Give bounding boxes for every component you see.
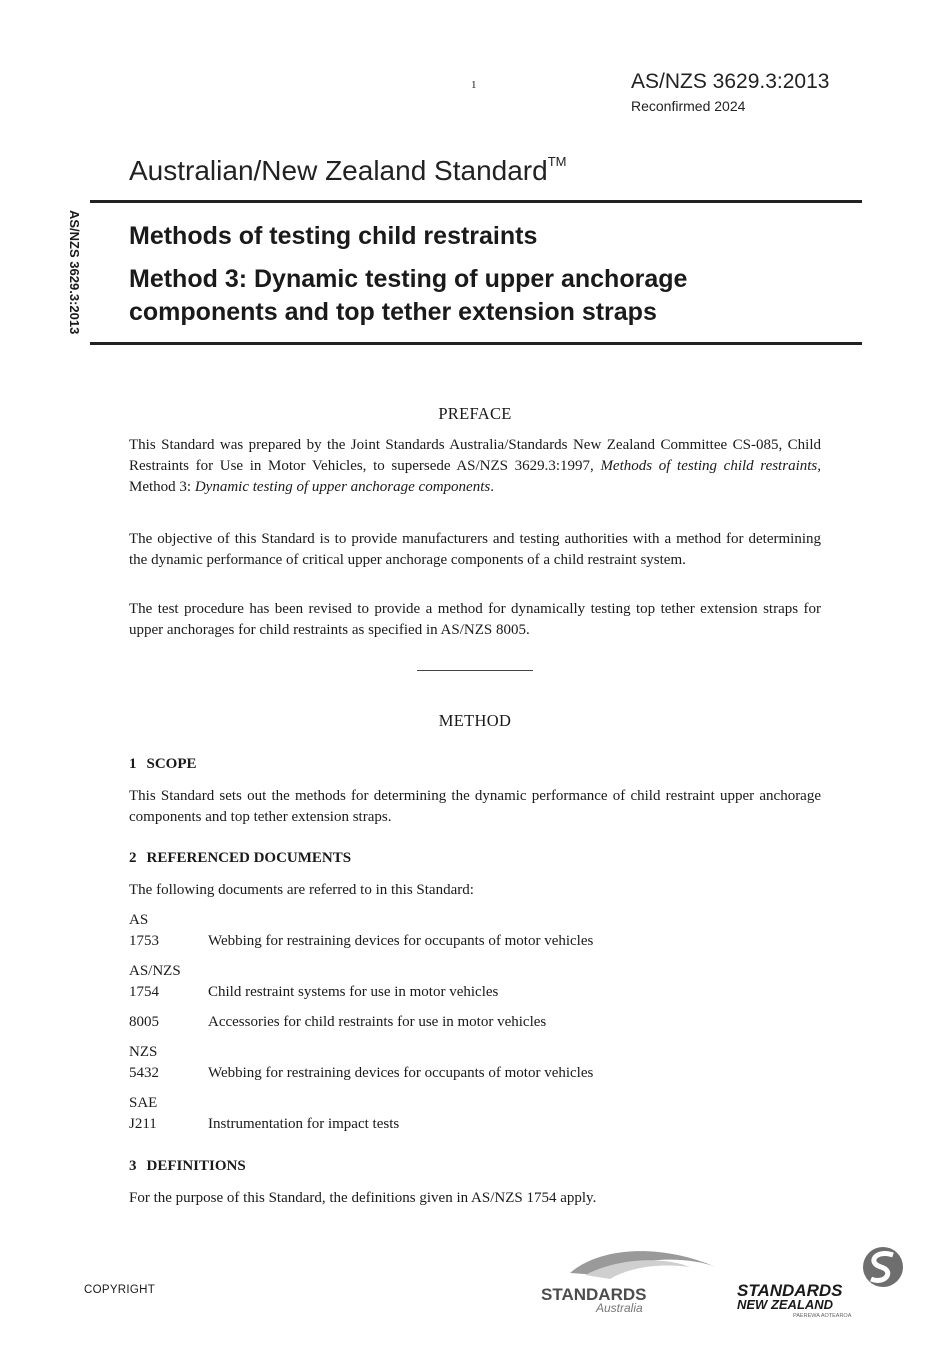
standard-series-title [129,155,566,187]
reference-group-asnzs [129,961,546,1033]
logo-nz-sub: NEW ZEALAND [737,1297,834,1312]
section-separator [417,670,533,671]
scope-heading [129,756,197,773]
trademark-symbol: TM [547,153,567,169]
reference-title: Child restraint systems for use in motor vehicles [208,984,499,1000]
reference-title: Webbing for restraining devices for occupants of motor vehicles [208,933,594,949]
document-subtitle: Method 3: Dynamic testing of upper anchorage components and top tether extension straps [129,265,688,326]
reference-prefix: AS [129,912,149,928]
logo-nz-tag: PAEREWA AOTEAROA [793,1313,852,1319]
scope-text: This Standard sets out the methods for determining the dynamic performance of child restraint upper anchorage components and top tether extension straps. [129,788,821,825]
reference-code: 5432 [129,1065,159,1081]
section-title: REFERENCED DOCUMENTS [146,850,352,866]
standard-number: AS/NZS 3629.3:2013 [631,70,830,93]
preface-paragraph-1 [129,435,821,498]
document-title: Methods of testing child restraints [129,222,538,250]
reference-group-as [129,910,593,952]
p1-italic-b: Dynamic testing of upper anchorage components [194,479,491,495]
reference-title: Webbing for restraining devices for occupants of motor vehicles [208,1065,594,1081]
reference-item [129,982,546,1003]
reference-prefix: SAE [129,1095,158,1111]
reference-code: 1753 [129,933,159,949]
definitions-heading [129,1158,246,1175]
preface-paragraph-3: The test procedure has been revised to provide a method for dynamically testing top tether extension straps for upper anchorages for child restraints as specified in AS/NZS 8005. [129,601,821,638]
logo-nz-name: STANDARDS [737,1281,843,1300]
reference-group-sae [129,1093,399,1135]
reference-prefix: NZS [129,1044,158,1060]
referenced-documents-heading [129,850,351,867]
title-rule-top [90,200,862,203]
reference-code: J211 [129,1116,157,1132]
reference-prefix: AS/NZS [129,963,181,979]
preface-paragraph-2: The objective of this Standard is to provide manufacturers and testing authorities with a method for determining the dynamic performance of critical upper anchorage components of a child restraint system. [129,531,821,568]
p1-italic-a: Methods of testing child restraints, [600,458,821,474]
section-number: 1 [129,756,137,772]
preface-heading: PREFACE [438,404,512,423]
section-number: 3 [129,1158,137,1174]
definitions-text: For the purpose of this Standard, the definitions given in AS/NZS 1754 apply. [129,1190,597,1206]
reconfirmed-note: Reconfirmed 2024 [631,98,746,114]
logo-sa-sub: Australia [596,1301,643,1315]
section-title: SCOPE [146,756,197,772]
reference-item [129,1114,399,1135]
referenced-documents-intro: The following documents are referred to in this Standard: [129,882,474,898]
standards-new-zealand-logo [735,1245,905,1320]
p1-text-b: Method 3: [129,479,195,495]
series-name: Australian/New Zealand Standard [129,155,548,186]
section-number: 2 [129,850,137,866]
section-title: DEFINITIONS [146,1158,246,1174]
reference-group-nzs [129,1042,593,1084]
side-standard-label: AS/NZS 3629.3:2013 [67,210,82,335]
reference-title: Instrumentation for impact tests [208,1116,400,1132]
method-heading: METHOD [438,711,512,730]
copyright-notice: COPYRIGHT [84,1284,156,1296]
reference-item [129,1063,593,1084]
standards-australia-logo [540,1245,720,1315]
reference-code: 8005 [129,1014,159,1030]
logo-sa-name: STANDARDS [541,1285,647,1304]
p1-text-a: This Standard was prepared by the Joint Standards Australia/Standards New Zealand Committee CS-085, Child Restraints for Use in Motor Vehicles, to supersede AS/NZS 3629.3:1997, [129,437,821,474]
title-rule-bottom [90,342,862,345]
reference-item [129,1012,546,1033]
reference-code: 1754 [129,984,159,1000]
reference-item [129,931,593,952]
p1-text-c: . [490,479,494,495]
reference-title: Accessories for child restraints for use in motor vehicles [208,1014,547,1030]
page-number: 1 [471,79,477,91]
